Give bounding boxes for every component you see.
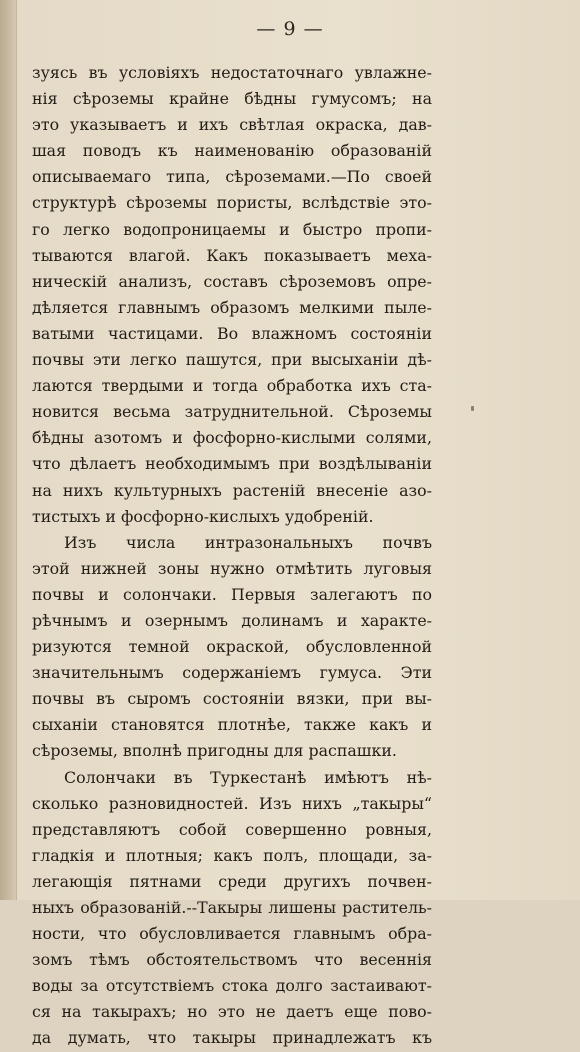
text-line: ности, что обусловливается главнымъ обра- [32, 924, 432, 944]
text-line: ризуются темной окраской, обусловленной [32, 637, 432, 657]
text-line: сѣроземы, вполнѣ пригодны для распашки. [32, 741, 397, 761]
book-spine-shadow [0, 0, 17, 900]
text-line: легающія пятнами среди другихъ почвен- [32, 871, 432, 891]
text-line: представляютъ собой совершенно ровныя, [32, 819, 432, 839]
text-line: тистыхъ и фосфорно-кислыхъ удобреній. [32, 506, 374, 526]
text-line: значительнымъ содержаніемъ гумуса. Эти [32, 663, 432, 683]
text-line: гладкія и плотныя; какъ полъ, площади, за- [32, 845, 432, 865]
text-line: нія сѣроземы крайне бѣдны гумусомъ; на [32, 89, 432, 109]
text-line: описываемаго типа, сѣроземами.—По своей [32, 167, 432, 187]
text-line: тываются влагой. Какъ показываетъ меха- [32, 245, 432, 265]
text-line: да думать, что такыры принадлежатъ къ [32, 1028, 432, 1048]
text-line: ся на такырахъ; но это не даетъ еще пово- [32, 1002, 432, 1022]
text-line: шая поводъ къ наименованію образованій [32, 141, 432, 161]
text-line: зомъ тѣмъ обстоятельствомъ что весеннія [32, 950, 432, 970]
paper-speck [471, 406, 474, 411]
text-line: рѣчнымъ и озернымъ долинамъ и характе- [32, 610, 432, 630]
text-line: это указываетъ и ихъ свѣтлая окраска, дав- [32, 115, 432, 135]
text-line: ныхъ образованій.--Такыры лишены раститель- [32, 898, 432, 917]
text-line: почвы въ сыромъ состояніи вязки, при вы- [32, 689, 432, 709]
text-line: сыханіи становятся плотнѣе, также какъ и [32, 715, 432, 735]
body-text [32, 60, 432, 1052]
text-line: Изъ числа интразональныхъ почвъ [64, 532, 432, 552]
text-line: ватыми частицами. Во влажномъ состояніи [32, 323, 432, 343]
text-line: го легко водопроницаемы и быстро пропи- [32, 219, 432, 239]
text-line: дѣляется главнымъ образомъ мелкими пыле- [32, 297, 432, 317]
text-line: зуясь въ условіяхъ недостаточнаго увлажне- [32, 63, 432, 82]
text-line: воды за отсутствіемъ стока долго застаивают- [32, 976, 432, 996]
text-line: Солончаки въ Туркестанѣ имѣютъ нѣ- [64, 767, 432, 787]
text-line: на нихъ культурныхъ растеній внесеніе азо- [32, 480, 432, 500]
text-line: ническій анализъ, составъ сѣроземовъ опре- [32, 271, 432, 291]
text-line: почвы эти легко пашутся, при высыханіи дѣ- [32, 350, 432, 370]
text-line: новится весьма затруднительной. Сѣроземы [32, 402, 432, 422]
text-line: сколько разновидностей. Изъ нихъ „такыры“ [32, 793, 432, 813]
text-line: лаются твердыми и тогда обработка ихъ ста- [32, 376, 432, 396]
text-line: этой нижней зоны нужно отмѣтить луговыя [32, 558, 432, 578]
text-line: что дѣлаетъ необходимымъ при воздѣлываніи [32, 454, 432, 474]
text-line: почвы и солончаки. Первыя залегаютъ по [32, 584, 432, 604]
text-line: структурѣ сѣроземы пористы, вслѣдствіе это- [32, 193, 432, 213]
page-number: — 9 — [256, 18, 324, 40]
text-line: бѣдны азотомъ и фосфорно-кислыми солями, [32, 428, 432, 448]
